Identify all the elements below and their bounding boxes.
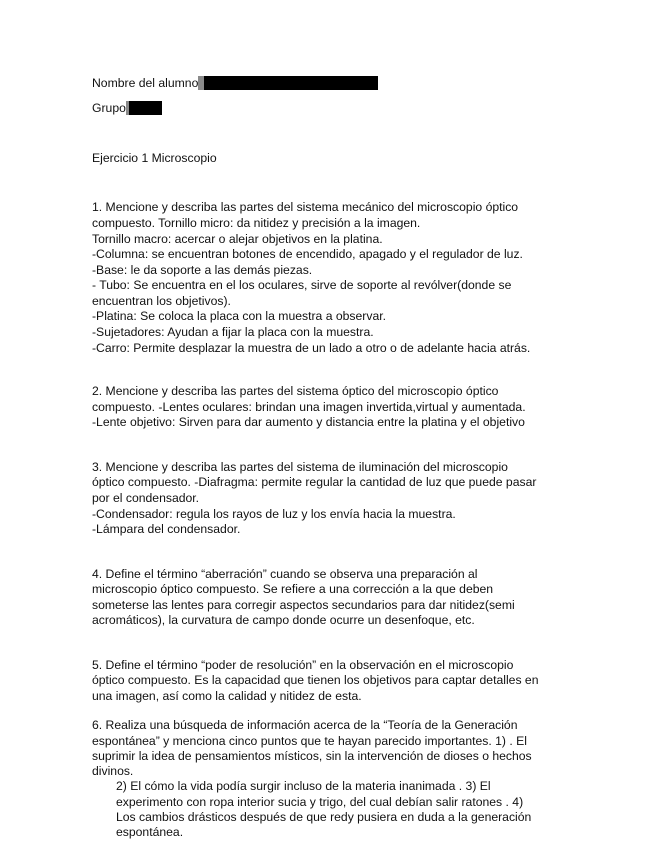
q6-indented-line: 2) El cómo la vida podía surgir incluso de la materia inanimada . 3) El <box>116 779 491 793</box>
q4-line: someterse las lentes para corregir aspectos secundarios para dar nitidez(semi <box>92 598 515 612</box>
q3-line: por el condensador. <box>92 491 200 505</box>
student-name-label: Nombre del alumno <box>92 76 199 90</box>
q3-line: -Condensador: regula los rayos de luz y los envía hacia la muestra. <box>92 507 456 521</box>
q6-indented-line: experimento con ropa interior sucia y trigo, del cual debían salir ratones . 4) <box>116 795 524 809</box>
q5-line: óptico compuesto. Es la capacidad que tienen los objetivos para captar detalles en <box>92 673 539 687</box>
q1-line: encuentran los objetivos). <box>92 294 231 308</box>
q1-line: compuesto. Tornillo micro: da nitidez y precisión a la imagen. <box>92 216 421 230</box>
q5-line: 5. Define el término “poder de resolución” en la observación en el microscopio <box>92 658 514 672</box>
q3-line: óptico compuesto. -Diafragma: permite regular la cantidad de luz que puede pasar <box>92 475 537 489</box>
group-label: Grupo <box>92 101 126 115</box>
q1-line: -Columna: se encuentran botones de encendido, apagado y el regulador de luz. <box>92 247 523 261</box>
redacted-group <box>129 101 162 115</box>
q6-line: suprimir la idea de pensamientos místicos, sin la intervención de dioses o hechos <box>92 749 532 763</box>
q1-line: -Platina: Se coloca la placa con la muestra a observar. <box>92 309 387 323</box>
q6-line: espontánea” y menciona cinco puntos que te hayan parecido importantes. 1) . El <box>92 734 527 748</box>
q6-indented-line: Los cambios drásticos después de que redy pusiera en duda a la generación <box>116 810 532 824</box>
student-name-row <box>92 76 378 92</box>
exercise-title: Ejercicio 1 Microscopio <box>92 151 217 165</box>
q4-line: 4. Define el término “aberración” cuando se observa una preparación al <box>92 567 478 581</box>
q1-line: 1. Mencione y describa las partes del sistema mecánico del microscopio óptico <box>92 200 519 214</box>
group-row <box>92 101 162 117</box>
q1-line: Tornillo macro: acercar o alejar objetivos en la platina. <box>92 232 383 246</box>
q2-line: -Lente objetivo: Sirven para dar aumento y distancia entre la platina y el objetivo <box>92 415 525 429</box>
q1-line: -Base: le da soporte a las demás piezas. <box>92 263 313 277</box>
q1-line: - Tubo: Se encuentra en el los oculares, sirve de soporte al revólver(donde se <box>92 278 512 292</box>
q2-line: 2. Mencione y describa las partes del sistema óptico del microscopio óptico <box>92 384 499 398</box>
q3-line: -Lámpara del condensador. <box>92 522 241 536</box>
q1-line: -Sujetadores: Ayudan a fijar la placa con la muestra. <box>92 325 374 339</box>
q2-line: compuesto. -Lentes oculares: brindan una imagen invertida,virtual y aumentada. <box>92 400 526 414</box>
q3-line: 3. Mencione y describa las partes del sistema de iluminación del microscopio <box>92 460 508 474</box>
q1-line: -Carro: Permite desplazar la muestra de un lado a otro o de adelante hacia atrás. <box>92 341 531 355</box>
q6-line: divinos. <box>92 764 134 778</box>
q6-line: 6. Realiza una búsqueda de información acerca de la “Teoría de la Generación <box>92 718 518 732</box>
q4-line: microscopio óptico compuesto. Se refiere a una corrección a la que deben <box>92 582 494 596</box>
q6-indented-line: espontánea. <box>116 825 184 839</box>
redacted-student-name <box>204 76 378 90</box>
q5-line: una imagen, así como la calidad y nitidez de esta. <box>92 689 362 703</box>
q4-line: acromáticos), la curvatura de campo donde ocurre un desenfoque, etc. <box>92 613 475 627</box>
